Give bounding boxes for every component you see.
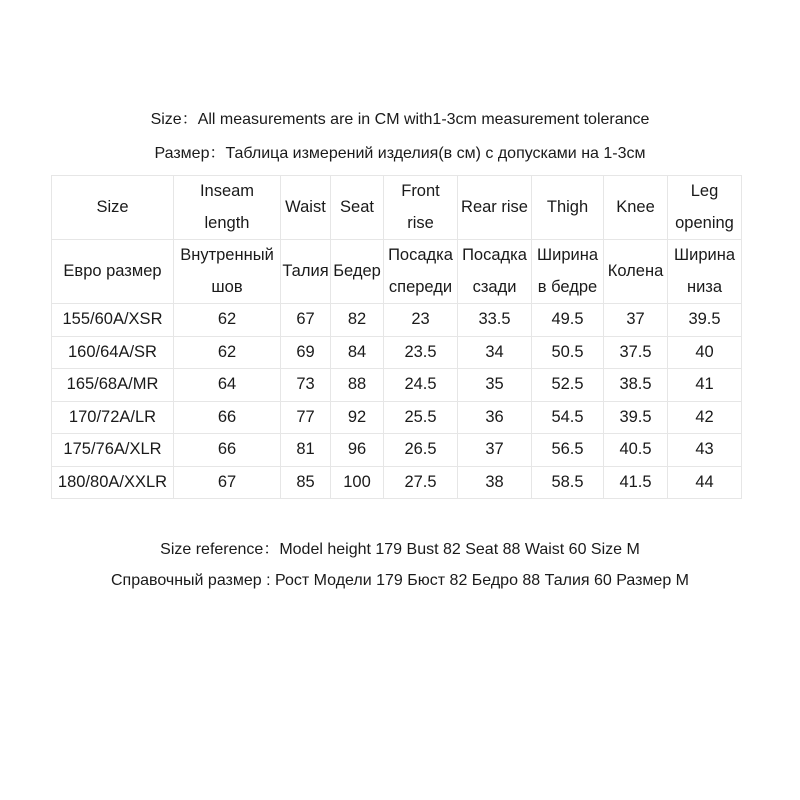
cell-seat: 88 (331, 369, 384, 402)
header-ru-leg-opening-line2: низа (686, 277, 723, 296)
cell-knee: 41.5 (604, 466, 668, 499)
size-table (51, 175, 742, 499)
cell-front-rise: 24.5 (384, 369, 458, 402)
cell-seat: 96 (331, 434, 384, 467)
cell-inseam: 64 (174, 369, 281, 402)
header-thigh: Thigh (532, 176, 604, 240)
cell-leg-opening: 40 (668, 336, 742, 369)
cell-thigh: 58.5 (532, 466, 604, 499)
header-leg-opening (668, 176, 742, 240)
header-ru-waist: Талия (281, 240, 331, 304)
caption-size-en: Size：All measurements are in CM with1-3cm measurement tolerance (150, 111, 650, 128)
header-ru-thigh-line1: Ширина (536, 246, 599, 264)
header-front-rise (384, 176, 458, 240)
table-row (52, 336, 742, 369)
header-ru-seat: Бедер (331, 240, 384, 304)
header-leg-opening-line1: Leg (690, 182, 719, 200)
cell-thigh: 52.5 (532, 369, 604, 402)
table-row (52, 466, 742, 499)
header-front-rise-line2: rise (407, 213, 434, 232)
cell-size: 155/60A/XSR (52, 304, 174, 337)
cell-waist: 73 (281, 369, 331, 402)
cell-waist: 85 (281, 466, 331, 499)
table-row (52, 304, 742, 337)
cell-leg-opening: 42 (668, 401, 742, 434)
header-inseam-line2: length (204, 213, 250, 232)
cell-waist: 67 (281, 304, 331, 337)
header-inseam (174, 176, 281, 240)
cell-inseam: 66 (174, 401, 281, 434)
header-ru-rear-rise-line1: Посадка (462, 246, 527, 264)
header-row-ru (52, 240, 742, 304)
cell-waist: 81 (281, 434, 331, 467)
cell-seat: 100 (331, 466, 384, 499)
header-ru-leg-opening (668, 240, 742, 304)
cell-knee: 40.5 (604, 434, 668, 467)
header-inseam-line1: Inseam (199, 182, 255, 200)
cell-rear-rise: 35 (458, 369, 532, 402)
cell-front-rise: 23 (384, 304, 458, 337)
cell-seat: 84 (331, 336, 384, 369)
header-ru-inseam-line2: шов (211, 277, 243, 296)
cell-knee: 38.5 (604, 369, 668, 402)
caption-reference-ru: Справочный размер : Рост Модели 179 Бюст 82 Бедро 88 Талия 60 Размер M (110, 572, 689, 589)
header-size: Size (52, 176, 174, 240)
header-ru-inseam (174, 240, 281, 304)
cell-inseam: 66 (174, 434, 281, 467)
header-ru-inseam-line1: Внутренный (180, 246, 274, 264)
cell-rear-rise: 34 (458, 336, 532, 369)
header-rear-rise: Rear rise (458, 176, 532, 240)
header-knee: Knee (604, 176, 668, 240)
header-waist: Waist (281, 176, 331, 240)
size-table-body (52, 304, 742, 499)
header-seat: Seat (331, 176, 384, 240)
cell-thigh: 56.5 (532, 434, 604, 467)
cell-knee: 39.5 (604, 401, 668, 434)
cell-seat: 92 (331, 401, 384, 434)
header-ru-front-rise-line1: Посадка (388, 246, 453, 264)
header-leg-opening-line2: opening (675, 213, 734, 232)
cell-thigh: 49.5 (532, 304, 604, 337)
header-ru-thigh-line2: в бедре (537, 277, 598, 296)
cell-thigh: 50.5 (532, 336, 604, 369)
header-ru-rear-rise (458, 240, 532, 304)
cell-size: 165/68A/MR (52, 369, 174, 402)
cell-front-rise: 26.5 (384, 434, 458, 467)
cell-leg-opening: 41 (668, 369, 742, 402)
cell-knee: 37 (604, 304, 668, 337)
cell-inseam: 62 (174, 336, 281, 369)
cell-rear-rise: 38 (458, 466, 532, 499)
cell-leg-opening: 39.5 (668, 304, 742, 337)
cell-size: 175/76A/XLR (52, 434, 174, 467)
cell-rear-rise: 36 (458, 401, 532, 434)
table-row (52, 401, 742, 434)
table-row (52, 369, 742, 402)
cell-thigh: 54.5 (532, 401, 604, 434)
header-row-en (52, 176, 742, 240)
header-front-rise-line1: Front (401, 182, 440, 200)
cell-rear-rise: 37 (458, 434, 532, 467)
cell-leg-opening: 44 (668, 466, 742, 499)
cell-inseam: 67 (174, 466, 281, 499)
header-ru-size: Евро размер (52, 240, 174, 304)
cell-knee: 37.5 (604, 336, 668, 369)
caption-reference-en: Size reference：Model height 179 Bust 82 Seat 88 Waist 60 Size M (160, 541, 640, 558)
table-row (52, 434, 742, 467)
cell-rear-rise: 33.5 (458, 304, 532, 337)
cell-waist: 69 (281, 336, 331, 369)
cell-front-rise: 25.5 (384, 401, 458, 434)
header-ru-rear-rise-line2: сзади (472, 277, 517, 296)
cell-leg-opening: 43 (668, 434, 742, 467)
header-ru-front-rise-line2: спереди (388, 277, 453, 296)
cell-size: 170/72A/LR (52, 401, 174, 434)
caption-size-ru: Размер：Таблица измерений изделия(в см) с допусками на 1-3см (154, 145, 646, 162)
cell-waist: 77 (281, 401, 331, 434)
cell-seat: 82 (331, 304, 384, 337)
cell-inseam: 62 (174, 304, 281, 337)
cell-front-rise: 27.5 (384, 466, 458, 499)
header-ru-thigh (532, 240, 604, 304)
cell-size: 180/80A/XXLR (52, 466, 174, 499)
header-ru-knee: Колена (604, 240, 668, 304)
header-ru-front-rise (384, 240, 458, 304)
header-ru-leg-opening-line1: Ширина (673, 246, 736, 264)
cell-front-rise: 23.5 (384, 336, 458, 369)
cell-size: 160/64A/SR (52, 336, 174, 369)
